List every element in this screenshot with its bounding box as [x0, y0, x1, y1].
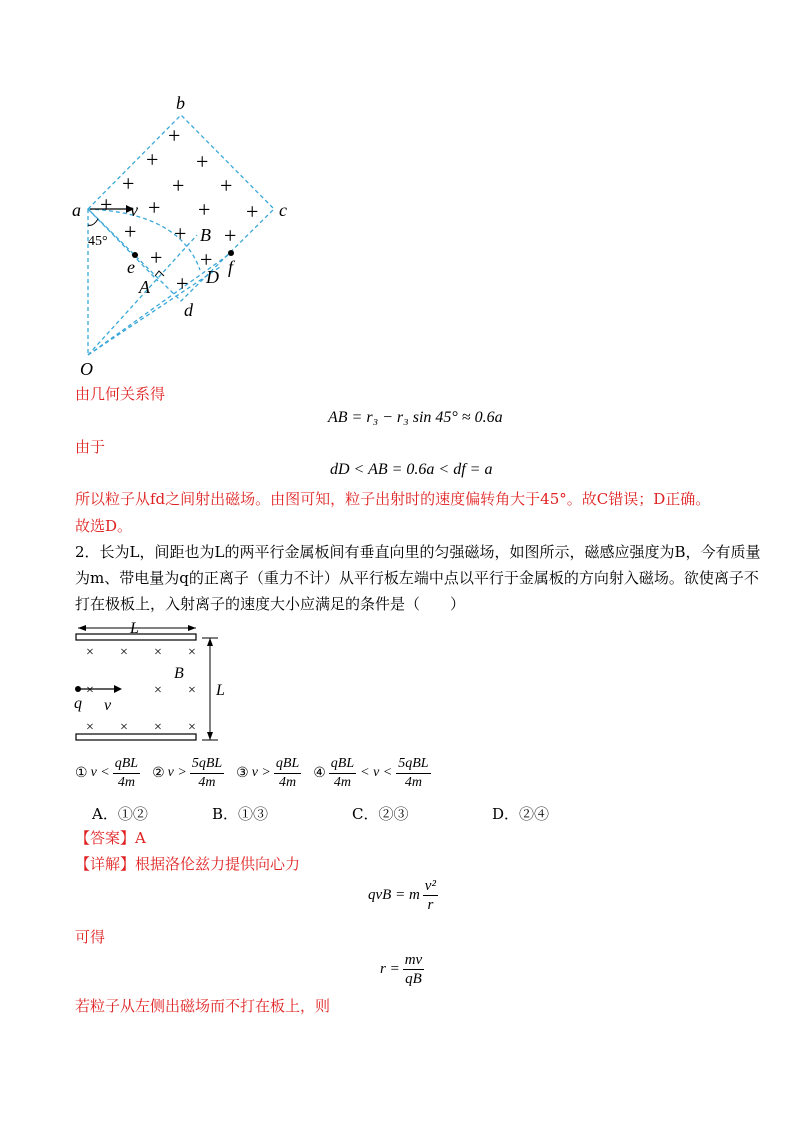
plus-sign: +	[220, 173, 233, 198]
cross-sign: ×	[86, 720, 94, 735]
figure-parallel-plates	[70, 618, 240, 748]
cross-sign: ×	[120, 645, 128, 660]
ion-velocity-arrowhead	[114, 685, 122, 693]
figure-square-field	[60, 85, 380, 385]
angle-arc	[88, 219, 98, 225]
cross-sign: ×	[86, 683, 94, 698]
condition-1-fraction: $\frac{\text{qBL}}{4m}$	[114, 755, 139, 790]
q2-stem-line-3: 打在极板上，入射离子的速度大小应满足的条件是（ ）	[75, 595, 466, 613]
condition-3	[236, 755, 301, 792]
line-O-D	[88, 267, 220, 355]
label-D: D	[206, 267, 219, 287]
plus-sign: +	[124, 219, 137, 244]
equation-radius	[380, 951, 424, 988]
condition-2-fraction: $\frac{\text{5qBL}}{4m}$	[191, 755, 223, 790]
condition-2	[152, 755, 224, 792]
label-e: e	[127, 257, 135, 277]
condition-3-lhs: v >	[251, 765, 271, 780]
kede-line: 可得	[75, 928, 106, 946]
right-dimension-arrow-bottom	[207, 732, 213, 740]
plus-sign: +	[172, 173, 185, 198]
answer-line: 【答案】A	[75, 829, 146, 847]
condition-2-lhs: v >	[167, 765, 187, 780]
cross-sign: ×	[154, 683, 162, 698]
label-O: O	[80, 359, 93, 379]
condition-4-fraction-low: $\frac{\text{qBL}}{4m}$	[330, 755, 355, 790]
equation-radius-fraction: $\frac{mv}{qB}$	[404, 952, 423, 987]
top-dimension-arrow-right	[188, 625, 196, 631]
solution-line-geometry: 由几何关系得	[75, 385, 166, 403]
equation-lorentz	[368, 877, 438, 914]
cross-sign: ×	[154, 645, 162, 660]
plus-sign: +	[246, 199, 259, 224]
plus-sign: +	[148, 195, 161, 220]
equation-dd: dD < AB = 0.6a < df = a	[330, 461, 493, 478]
condition-4-marker: ④	[313, 765, 326, 781]
plus-sign: +	[100, 192, 113, 217]
option-b[interactable]: B．①③	[212, 805, 269, 823]
plus-sign: +	[174, 221, 187, 246]
cross-sign: ×	[120, 720, 128, 735]
condition-list	[75, 753, 431, 793]
plus-sign: +	[168, 123, 181, 148]
label-a: a	[72, 200, 81, 220]
solution-conclusion: 所以粒子从fd之间射出磁场。由图可知，粒子出射时的速度偏转角大于45°。故C错误；D正确。	[75, 490, 711, 508]
fig2-label-q: q	[74, 695, 82, 712]
condition-2-marker: ②	[152, 765, 165, 781]
label-A: A	[139, 277, 150, 297]
solution-line-because: 由于	[75, 438, 106, 456]
cross-sign: ×	[154, 720, 162, 735]
condition-1	[75, 755, 140, 792]
right-angle-mark	[155, 271, 164, 276]
detail-tag: 【详解】	[75, 855, 136, 873]
label-f: f	[228, 257, 234, 277]
option-a[interactable]: A．①②	[92, 805, 148, 823]
condition-4-mid: < v <	[360, 765, 393, 780]
plus-sign: +	[224, 223, 237, 248]
cross-sign: ×	[188, 645, 196, 660]
equation-radius-lhs: r =	[380, 961, 400, 977]
plus-sign: +	[122, 171, 135, 196]
detail-line	[75, 854, 300, 874]
solution-choice: 故选D。	[75, 517, 133, 535]
fig2-label-L-top: L	[130, 620, 139, 637]
fig2-label-B: B	[174, 665, 184, 682]
option-d[interactable]: D．②④	[492, 805, 550, 823]
label-d: d	[184, 300, 193, 320]
option-c[interactable]: C．②③	[352, 805, 409, 823]
plus-sign: +	[176, 271, 189, 296]
right-dimension-arrow-top	[207, 638, 213, 646]
q2-stem-line-1: 2．长为L，间距也为L的两平行金属板间有垂直向里的匀强磁场，如图所示，磁感应强度为B，今有质量	[75, 543, 761, 561]
plus-sign: +	[150, 245, 163, 270]
condition-1-lhs: v <	[90, 765, 110, 780]
plus-sign: +	[146, 147, 159, 172]
plus-sign: +	[200, 247, 213, 272]
condition-3-fraction: $\frac{\text{qBL}}{4m}$	[275, 755, 300, 790]
bottom-plate	[76, 734, 196, 740]
top-dimension-arrow-left	[78, 625, 86, 631]
cross-sign: ×	[188, 683, 196, 698]
label-v: v	[130, 200, 138, 220]
condition-1-marker: ①	[75, 765, 88, 781]
label-c: c	[279, 200, 287, 220]
last-line: 若粒子从左侧出磁场而不打在板上，则	[75, 997, 331, 1015]
label-angle: 45°	[88, 234, 108, 249]
detail-text: 根据洛伦兹力提供向心力	[135, 855, 301, 873]
plus-sign: +	[196, 149, 209, 174]
label-B: B	[200, 225, 211, 245]
cross-sign: ×	[86, 645, 94, 660]
condition-4	[313, 755, 430, 792]
cross-sign: ×	[188, 720, 196, 735]
condition-4-fraction-high: $\frac{\text{5qBL}}{4m}$	[398, 755, 429, 790]
q2-stem-line-2: 为m、带电量为q的正离子（重力不计）从平行板左端中点以平行于金属板的方向射入磁场。欲使离子不	[75, 569, 759, 587]
condition-3-marker: ③	[236, 765, 249, 781]
fig2-label-L-right: L	[216, 682, 225, 699]
label-b: b	[176, 93, 185, 113]
equation-lorentz-fraction: $\frac{\text{v²}}{r}$	[424, 878, 436, 913]
equation-ab: AB = r₃ − r₃ sin 45° ≈ 0.6a	[328, 409, 503, 426]
point-f	[228, 250, 234, 256]
fig2-label-v: v	[104, 697, 112, 714]
plus-sign: +	[198, 197, 211, 222]
equation-lorentz-lhs: qvB = m	[368, 887, 420, 903]
